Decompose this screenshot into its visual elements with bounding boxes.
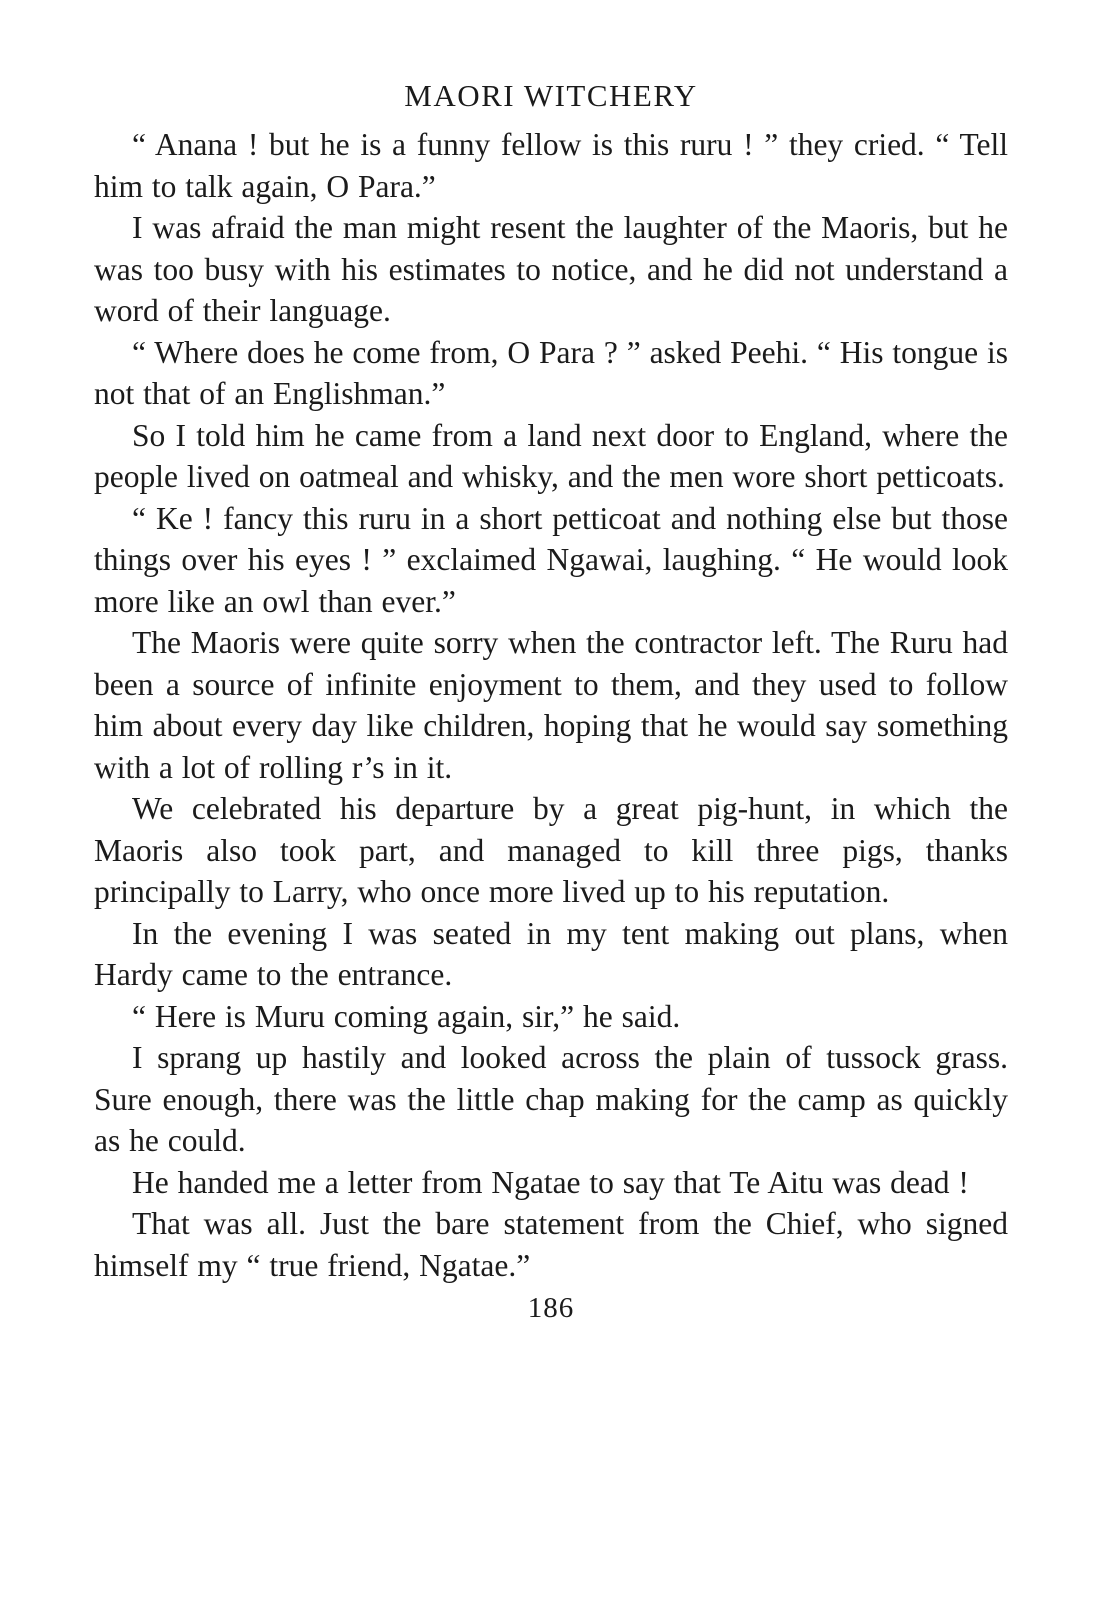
text-body	[94, 124, 1008, 1286]
paragraph: The Maoris were quite sorry when the contractor left. The Ruru had been a source of infinite enjoyment to them, and they used to follow him about every day like children, hoping that he would say something with a lot of rolling r’s in it.	[94, 625, 1008, 785]
book-page	[94, 76, 1008, 1326]
paragraph: “ Here is Muru coming again, sir,” he said.	[132, 998, 681, 1034]
paragraph: “ Ke ! fancy this ruru in a short petticoat and nothing else but those things over his eyes ! ” exclaimed Ngawai, laughing. “ He would look more like an owl than ever.”	[94, 500, 1008, 619]
paragraph: We celebrated his departure by a great pig-hunt, in which the Maoris also took part, and managed to kill three pigs, thanks principally to Larry, who once more lived up to his reputation.	[94, 791, 1008, 909]
paragraph: “ Anana ! but he is a funny fellow is this ruru ! ” they cried. “ Tell him to talk again, O Para.”	[94, 127, 1008, 204]
running-head: MAORI WITCHERY	[404, 78, 698, 113]
paragraph: In the evening I was seated in my tent making out plans, when Hardy came to the entrance.	[94, 915, 1008, 992]
paragraph: I sprang up hastily and looked across the plain of tussock grass. Sure enough, there was the little chap making for the camp as quickly as he could.	[94, 1040, 1008, 1158]
paragraph: I was afraid the man might resent the laughter of the Maoris, but he was too busy with his estimates to notice, and he did not understand a word of their language.	[94, 210, 1008, 328]
paragraph: That was all. Just the bare statement from the Chief, who signed himself my “ true friend, Ngatae.”	[94, 1206, 1008, 1283]
paragraph: He handed me a letter from Ngatae to say that Te Aitu was dead !	[132, 1164, 969, 1200]
paragraph: So I told him he came from a land next door to England, where the people lived on oatmeal and whisky, and the men wore short petticoats.	[94, 417, 1008, 494]
page-number: 186	[527, 1292, 575, 1324]
paragraph: “ Where does he come from, O Para ? ” asked Peehi. “ His tongue is not that of an Englishman.”	[94, 334, 1009, 411]
